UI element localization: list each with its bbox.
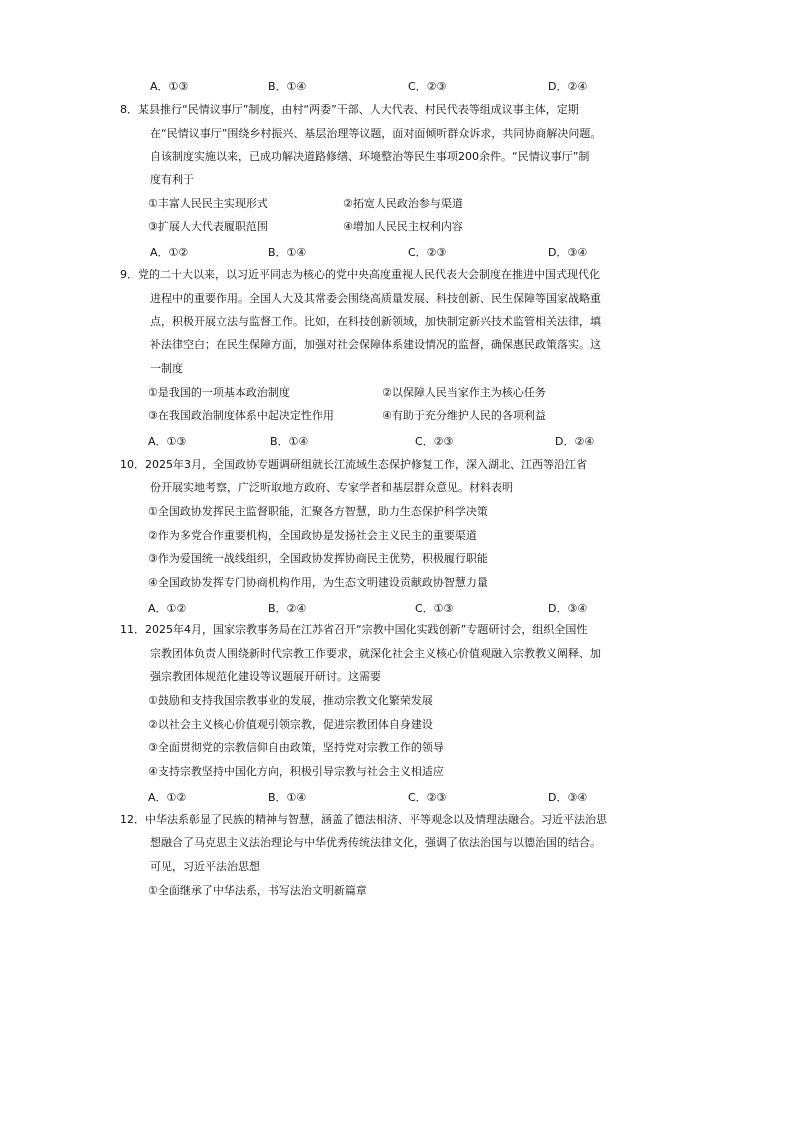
q11-options [150,789,750,803]
q11-stem-line-2: 宗教团体负责人围绕新时代宗教工作要求，就深化社会主义核心价值观融入宗教教义阐释、加 [150,647,601,660]
q11-stem-line-3: 强宗教团体规范化建设等议题展开研讨。这需要 [150,670,381,683]
q8-stem-line-2: 在“民情议事厅”围绕乡村振兴、基层治理等议题，面对面倾听群众诉求，共同协商解决问题。 [150,127,602,140]
q10-choice-1: ①全国政协发挥民主监督职能，汇聚各方智慧，助力生态保护科学决策 [148,505,488,518]
q11-option-d[interactable]: D．③④ [548,791,588,804]
q10-choice-3: ③作为爱国统一战线组织，全国政协发挥协商民主优势，积极履行职能 [148,552,488,565]
q10-option-c[interactable]: C．①③ [415,602,454,615]
q11-option-c[interactable]: C．②③ [408,791,447,804]
q9-stem-line-3: 点，积极开展立法与监督工作。比如，在科技创新领域，加快制定新兴技术监管相关法律，填 [150,315,601,328]
q10-choice-2: ②作为多党合作重要机构，全国政协是发扬社会主义民主的重要渠道 [148,529,477,542]
q9-option-c[interactable]: C．②③ [415,435,454,448]
q8-option-c[interactable]: C．②③ [408,246,447,259]
q8-choice-3: ③扩展人大代表履职范围 [148,220,268,233]
q8-choice-1: ①丰富人民民主实现形式 [148,197,268,210]
q8-option-b[interactable]: B．①④ [268,246,307,259]
q8-stem-line-1: 8．某县推行“民情议事厅”制度，由村“两委”干部、人大代表、村民代表等组成议事主体，定期 [120,103,579,116]
q10-option-d[interactable]: D．③④ [548,602,588,615]
q11-option-b[interactable]: B．①④ [268,791,307,804]
q9-choice-4: ④有助于充分维护人民的各项利益 [382,409,546,422]
q9-options [150,433,750,447]
q10-option-b[interactable]: B．②④ [268,602,307,615]
q7-option-b[interactable]: B．①④ [268,80,307,93]
q8-option-a[interactable]: A．①② [150,246,189,259]
q11-stem-line-1: 11．2025年4月，国家宗教事务局在江苏省召开“宗教中国化实践创新”专题研讨会，组织全国性 [120,623,588,636]
q9-stem-line-2: 进程中的重要作用。全国人大及其常委会围绕高质量发展、科技创新、民生保障等国家战略重 [150,292,601,305]
q11-choice-2: ②以社会主义核心价值观引领宗教，促进宗教团体自身建设 [148,718,433,731]
q9-choice-1: ①是我国的一项基本政治制度 [148,386,290,399]
q8-stem-line-4: 度有利于 [150,173,194,186]
q9-choice-3: ③在我国政治制度体系中起决定性作用 [148,409,334,422]
q9-option-d[interactable]: D．②④ [555,435,595,448]
q10-choice-4: ④全国政协发挥专门协商机构作用，为生态文明建设贡献政协智慧力量 [148,576,488,589]
q10-stem-line-1: 10．2025年3月，全国政协专题调研组就长江流域生态保护修复工作，深入湖北、江西等沿江省 [120,458,587,471]
q11-choice-3: ③全面贯彻党的宗教信仰自由政策，坚持党对宗教工作的领导 [148,741,444,754]
q11-choice-4: ④支持宗教坚持中国化方向，积极引导宗教与社会主义相适应 [148,765,444,778]
q10-option-a[interactable]: A．①② [148,602,187,615]
q11-option-a[interactable]: A．①② [148,791,187,804]
q7-options [150,78,750,92]
q8-choice-4: ④增加人民民主权利内容 [343,220,463,233]
q9-option-a[interactable]: A．①③ [148,435,187,448]
q7-option-d[interactable]: D．②④ [548,80,588,93]
q9-option-b[interactable]: B．①④ [270,435,309,448]
q8-stem-line-3: 自该制度实施以来，已成功解决道路修缮、环境整治等民生事项200余件。“民情议事厅”制 [150,150,590,163]
q9-stem-line-5: 一制度 [150,362,183,375]
q12-choice-1: ①全面继承了中华法系，书写法治文明新篇章 [148,884,367,897]
q7-option-c[interactable]: C．②③ [408,80,447,93]
q12-stem-line-3: 可见，习近平法治思想 [150,860,260,873]
q9-stem-line-1: 9．党的二十大以来，以习近平同志为核心的党中央高度重视人民代表大会制度在推进中国式现代化 [120,268,600,281]
q8-options [150,244,750,258]
q9-choice-2: ②以保障人民当家作主为核心任务 [382,386,546,399]
q8-choice-2: ②拓宽人民政治参与渠道 [343,197,463,210]
q9-stem-line-4: 补法律空白；在民生保障方面，加强对社会保障体系建设情况的监督，确保惠民政策落实。这 [150,338,601,351]
q12-stem-line-2: 想融合了马克思主义法治理论与中华优秀传统法律文化，强调了依法治国与以德治国的结合。 [150,836,601,849]
q11-choice-1: ①鼓励和支持我国宗教事业的发展，推动宗教文化繁荣发展 [148,694,433,707]
q10-stem-line-2: 份开展实地考察，广泛听取地方政府、专家学者和基层群众意见。材料表明 [150,481,513,494]
q8-option-d[interactable]: D．③④ [548,246,588,259]
q12-stem-line-1: 12．中华法系彰显了民族的精神与智慧，涵盖了德法相济、平等观念以及情理法融合。习近平法治思 [120,813,607,826]
q10-options [150,600,750,614]
q7-option-a[interactable]: A．①③ [150,80,189,93]
